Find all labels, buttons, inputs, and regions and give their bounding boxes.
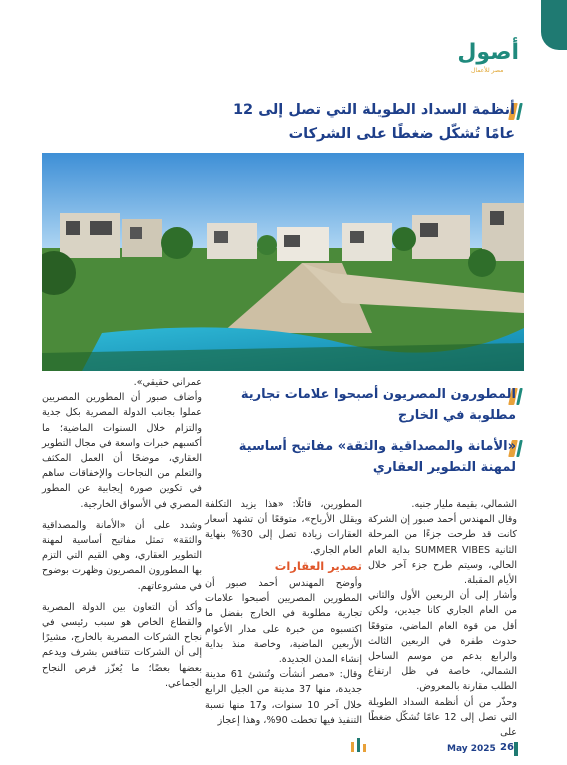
- paragraph: وأوضح المهندس أحمد صبور أن المطورين المصريين أصبحوا علامات تجارية مطلوبة في الخارج بفضل ما اكتسبوه من خبرة على مدار الأعوام الأربعين الماضية، وخاصة منذ بداية إنشاء المدن الجديدة.: [205, 578, 362, 666]
- paragraph: المطورين، قائلًا: «هذا يزيد التكلفة ويقلل الأرباح»، متوقعًا أن تشهد أسعار العقارات زيادة تصل إلى 30% بنهاية العام الجاري.: [205, 499, 363, 556]
- section-title: تصدير العقارات: [274, 558, 362, 573]
- paragraph: وأشار إلى أن الربعين الأول والثاني من العام الجاري كانا جيدين، ولكن أقل من قوة العام الماضي، متوقعًا حدوث طفرة في الربعين الثالث والرابع بدعم من موسم الساحل الشمالي، خاصة في ظل ارتفاع الطلب مقارنة بالمعروض.: [368, 590, 517, 693]
- paragraph: وشدد على أن «الأمانة والمصداقية والثقة» تمثل مفاتيح أساسية لمهنة التطوير العقاري، وهي القيم التي التزم بها المطورون المصريون وظهرت بوضوح في مشروعاتهم.: [42, 519, 202, 592]
- subhead-exports: المطورون المصريون أصبحوا علامات تجارية مطلوبة في الخارج: [240, 387, 516, 423]
- footer-bar: [514, 742, 518, 756]
- project-photo-illustration: [42, 153, 524, 371]
- project-photo: [42, 153, 524, 371]
- paragraph: وأكد أن التعاون بين الدولة المصرية والقطاع الخاص هو سبب رئيسي في نجاح الشركات المصرية بالخارج، مشيرًا إلى أن الشركات تتنافس بشرف ويدعم بعضها بعضًا؛ ما يُعزّز فرص النجاح الجماعي.: [42, 601, 202, 689]
- logo-subtitle: مصر للأعمال: [471, 67, 504, 74]
- brand-logo: [449, 40, 519, 78]
- column-left: [42, 375, 202, 691]
- paragraph: وقال: «مصر أنشأت وتُنشئ 61 مدينة جديدة، منها 37 مدينة من الجيل الرابع خلال آخر 10 سنوات، و17 منها نسبة التنفيذ فيها تخطت 90%، وهذا إعجاز: [205, 669, 362, 726]
- page-headline: أنظمة السداد الطويلة التي تصل إلى 12 عامًا تُشكّل ضغطًا على الشركات: [232, 102, 515, 142]
- paragraph: وقال المهندس أحمد صبور إن الشركة كانت قد طرحت جزءًا من المرحلة الثانية SUMMER VIBES بداية العام الحالي، وسيتم طرح جزء آخر خلال الأيام المقبلة.: [368, 514, 517, 587]
- paragraph: وأضاف صبور أن المطورين المصريين عملوا بجانب الدولة المصرية بكل جدية والتزام خلال السنوات الماضية؛ ما أكسبهم خبرات واسعة في مجال التطوير العقاري، موضحًا أن العمل المكثف والتعلم من النجاحات والإخفاقات ساهم في تكوين صورة إيجابية عن المطور المصري في الأسواق الخارجية.: [42, 392, 202, 510]
- corner-tab: [541, 0, 567, 50]
- column-middle: [205, 497, 362, 728]
- column-right: [368, 497, 517, 740]
- page-number: 26: [500, 742, 514, 753]
- footer-deco-icon: [349, 736, 371, 754]
- logo-wordmark: أصول: [457, 40, 519, 65]
- footer-issue-date: May 2025: [447, 744, 496, 754]
- paragraph: عمراني حقيقي».: [133, 377, 202, 388]
- paragraph: الشمالي، بقيمة مليار جنيه.: [411, 499, 517, 510]
- subhead-values: «الأمانة والمصداقية والثقة» مفاتيح أساسية لمهنة التطوير العقاري: [238, 439, 516, 475]
- paragraph: وحذّر من أن أنظمة السداد الطويلة التي تصل إلى 12 عامًا تُشكّل ضغطًا على: [368, 696, 517, 739]
